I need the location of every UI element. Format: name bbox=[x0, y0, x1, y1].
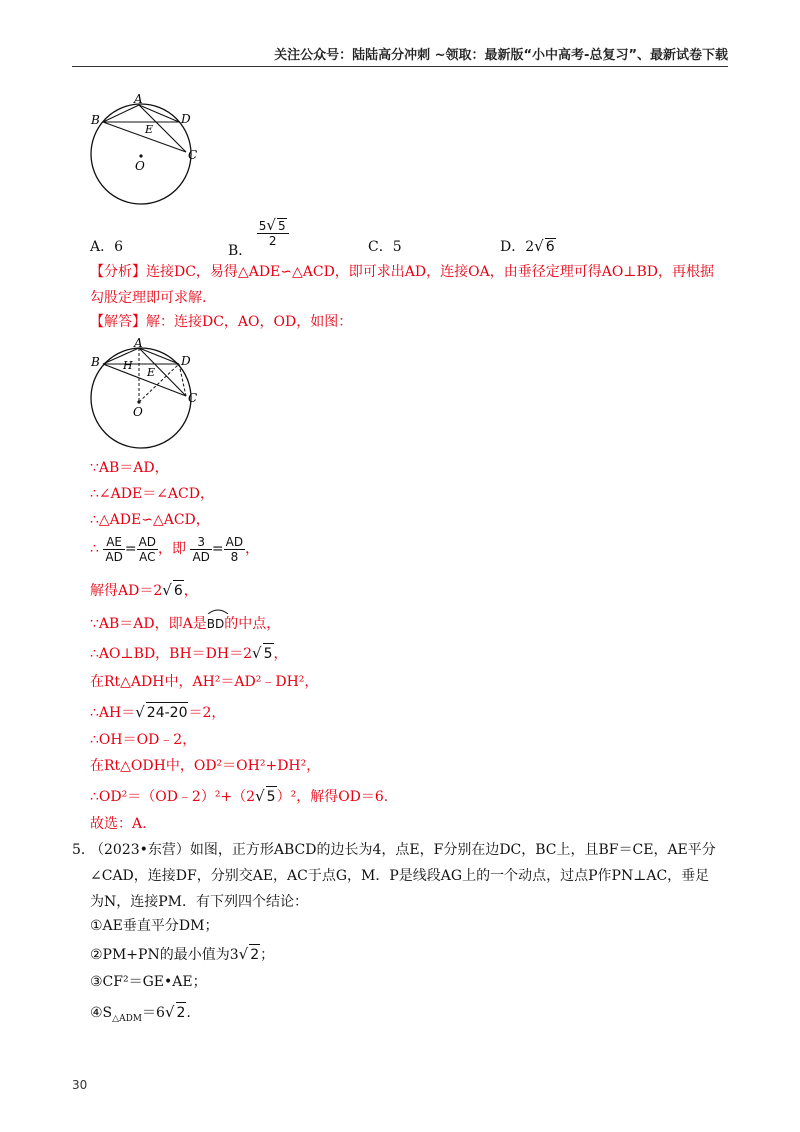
option-b-radicand: 5 bbox=[277, 219, 286, 233]
step-9-radicand: 24-20 bbox=[146, 702, 189, 723]
step-11: 在Rt△ODH中，OD²＝OH²+DH²， bbox=[90, 758, 321, 774]
step-6-prefix: ∵AB＝AD，即A是 bbox=[90, 616, 207, 632]
conclusion-2-prefix: ②PM+PN的最小值为3 bbox=[90, 947, 239, 963]
chord-ad-2 bbox=[139, 348, 179, 364]
frac4-den: 8 bbox=[230, 549, 239, 564]
frac2-den: AC bbox=[139, 549, 156, 564]
frac1-num: AE bbox=[103, 535, 124, 550]
label-c: C bbox=[188, 148, 198, 162]
fraction-ad-8 bbox=[224, 535, 245, 564]
conclusion-4-radicand: 2 bbox=[176, 1002, 187, 1023]
step-10: ∴OH＝OD﹣2， bbox=[90, 732, 197, 748]
center-dot-2 bbox=[137, 400, 140, 403]
fraction-3-ad bbox=[190, 535, 211, 564]
frac2-num: AD bbox=[138, 534, 157, 549]
option-a: A．6 bbox=[90, 239, 124, 255]
label-b: B bbox=[91, 113, 100, 127]
step-5-end: ， bbox=[183, 583, 198, 599]
conclusion-4-end: . bbox=[186, 1005, 191, 1021]
frac4-num: AD bbox=[225, 534, 244, 549]
answer-text: 解：连接DC，AO，OD，如图： bbox=[146, 314, 353, 330]
step-5-radicand: 6 bbox=[173, 580, 184, 601]
step-3: ∴△ADE∽△ACD， bbox=[90, 512, 210, 528]
problem-5-line-1 bbox=[72, 840, 716, 860]
problem-5-line-3: 为N，连接PM．有下列四个结论： bbox=[90, 894, 309, 910]
step-13: 故选：A. bbox=[90, 816, 147, 832]
step-8: 在Rt△ADH中，AH²＝AD²﹣DH²， bbox=[90, 674, 319, 690]
step-6-end: 的中点， bbox=[224, 616, 281, 632]
option-c: C．5 bbox=[368, 239, 402, 255]
step-9: ∴AH＝√ 24-20＝2， bbox=[90, 703, 226, 721]
option-d-prefix: D．2 bbox=[500, 239, 535, 255]
label-e: E bbox=[145, 123, 154, 136]
fraction-ae-ad bbox=[103, 535, 124, 564]
circle-figure-2 bbox=[86, 336, 206, 451]
label-c-2: C bbox=[188, 391, 198, 405]
step-12: ∴OD²＝（OD﹣2）²+（2√ 5）²，解得OD＝6. bbox=[90, 787, 389, 805]
conclusion-4: $④S_{\triangle ADM}=6√$ 2. bbox=[90, 1003, 191, 1024]
circle-figure-1 bbox=[86, 92, 206, 207]
option-d-radicand: 6 bbox=[545, 239, 555, 255]
step-7-prefix: ∴AO⊥BD，BH＝DH＝2 bbox=[90, 646, 253, 662]
option-b-coef: 5 bbox=[258, 219, 267, 233]
step-1: ∵AB＝AD， bbox=[90, 460, 169, 476]
conclusion-2-radicand: 2 bbox=[249, 944, 260, 965]
step-7: ∴AO⊥BD，BH＝DH＝2√ 5， bbox=[90, 644, 288, 662]
step-7-radicand: 5 bbox=[263, 643, 274, 664]
step-4: ∴ $\frac{AE}{AD}$ = $\frac{AD}{AC}$ ，即 $\frac{3}{AD}$ = $\frac{AD}{8}$ ， bbox=[90, 534, 260, 564]
header-divider bbox=[72, 66, 728, 67]
step-6 bbox=[90, 614, 280, 634]
answer-line bbox=[90, 312, 352, 332]
conclusion-2: ②PM+PN的最小值为3√ 2； bbox=[90, 945, 275, 963]
step-12-radicand: 5 bbox=[266, 786, 277, 807]
step-9-end: ＝2， bbox=[188, 705, 226, 721]
step-5-prefix: 解得AD＝2 bbox=[90, 583, 163, 599]
analysis-text-1: 连接DC，易得△ADE∽△ACD，即可求出AD，连接OA，由垂径定理可得AO⊥BD，再根据 bbox=[146, 264, 714, 280]
label-a-2: A bbox=[134, 336, 143, 350]
page-number: 30 bbox=[72, 1078, 88, 1092]
label-h-2: H bbox=[123, 359, 133, 372]
step-12-end: ）²，解得OD＝6. bbox=[276, 789, 389, 805]
step-4-mid: ，即 bbox=[158, 541, 187, 557]
frac3-num: 3 bbox=[190, 535, 211, 550]
label-d-2: D bbox=[181, 354, 191, 368]
answer-tag: 【解答】 bbox=[90, 314, 146, 330]
frac3-den: AD bbox=[192, 549, 210, 564]
circle-o bbox=[91, 104, 191, 204]
page-header: 关注公众号：陆陆高分冲刺 ~领取：最新版“小中高考-总复习”、最新试卷下载 bbox=[274, 48, 728, 63]
arc-bd bbox=[207, 614, 224, 634]
step-4-prefix: ∴ bbox=[90, 541, 99, 557]
step-5: 解得AD＝2√ 6， bbox=[90, 581, 198, 599]
step-12-prefix: ∴OD²＝（OD﹣2）²+（2 bbox=[90, 789, 256, 805]
option-b-prefix: B． bbox=[228, 243, 253, 259]
analysis-line-2: 勾股定理即可求解. bbox=[90, 290, 207, 306]
conclusion-4-prefix: ④S bbox=[90, 1005, 113, 1021]
option-b-denominator: 2 bbox=[268, 234, 277, 248]
center-dot bbox=[139, 154, 142, 157]
conclusion-2-end: ； bbox=[260, 947, 275, 963]
arc-mark bbox=[207, 608, 229, 614]
analysis-line-1 bbox=[90, 262, 714, 282]
conclusion-3: ③CF²＝GE•AE； bbox=[90, 974, 207, 990]
step-4-end: ， bbox=[245, 541, 260, 557]
step-7-end: ， bbox=[273, 646, 288, 662]
label-a: A bbox=[134, 92, 143, 106]
step-9-prefix: ∴AH＝ bbox=[90, 705, 136, 721]
option-b-fraction: $\frac{5√ 5}{2}$ bbox=[257, 218, 289, 248]
arc-label: BD bbox=[206, 617, 225, 631]
problem-5-line-2: ∠CAD，连接DF，分别交AE，AC于点G，M．P是线段AG上的一个动点，过点P作PN⊥AC，垂足 bbox=[90, 868, 710, 884]
problem-5-text-1: （2023•东营）如图，正方形ABCD的边长为4，点E，F分别在边DC，BC上，且BF＝CE，AE平分 bbox=[90, 842, 716, 858]
option-d: D．2√ 6 bbox=[500, 237, 555, 255]
label-o-2: O bbox=[133, 405, 143, 419]
frac1-den: AD bbox=[105, 549, 123, 564]
option-b bbox=[228, 216, 289, 259]
label-b-2: B bbox=[91, 355, 100, 369]
conclusion-4-mid: ＝6 bbox=[142, 1005, 165, 1021]
step-2: ∴∠ADE＝∠ACD， bbox=[90, 486, 214, 502]
label-o: O bbox=[135, 159, 145, 173]
analysis-tag: 【分析】 bbox=[90, 264, 146, 280]
problem-5-number: 5． bbox=[72, 842, 95, 858]
chord-ba-2 bbox=[103, 348, 139, 364]
segment-dc bbox=[179, 364, 186, 396]
label-d: D bbox=[181, 112, 191, 126]
conclusion-1: ①AE垂直平分DM； bbox=[90, 918, 219, 934]
fraction-ad-ac bbox=[137, 535, 158, 564]
label-e-2: E bbox=[147, 366, 156, 379]
conclusion-4-subscript: △ADM bbox=[112, 1013, 143, 1024]
